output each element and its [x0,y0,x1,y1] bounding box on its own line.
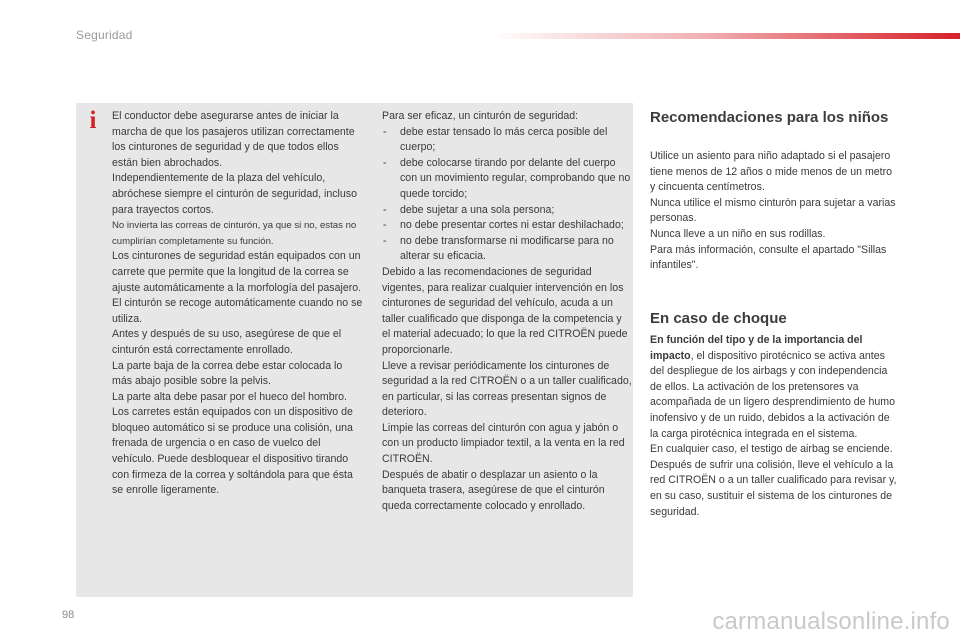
paragraph: Después de abatir o desplazar un asiento o la banqueta trasera, asegúrese de que el cinturón queda correctamente colocado y enrollado. [382,468,605,512]
watermark: carmanualsonline.info [712,608,950,635]
section-title: Seguridad [76,28,133,42]
list-item-text: no debe transformarse ni modificarse para no alterar su eficacia. [400,234,614,263]
paragraph: La parte baja de la correa debe estar colocada lo más abajo posible sobre la pelvis. [112,359,343,388]
list-item-text: no debe presentar cortes ni estar deshilachado; [400,219,624,232]
paragraph: Para más información, consulte el apartado "Sillas infantiles". [650,243,887,272]
paragraph: Limpie las correas del cinturón con agua y jabón o con un producto limpiador textil, a la venta en la red CITROËN. [382,421,625,466]
paragraph: En cualquier caso, el testigo de airbag se enciende. [650,443,893,456]
paragraph: Los carretes están equipados con un dispositivo de bloqueo automático si se produce una colisión, una frenada de urgencia o en caso de vuelco del vehículo. Puede desbloquear el dispositivo tirando con firmeza de la correa y soltándola para que ésta se enrolle ligeramente. [112,406,353,497]
lead-bold: En función del tipo y de la importancia del impacto [650,334,863,362]
list-item-text: debe colocarse tirando por delante del cuerpo con un movimiento regular, comprobando que no quede torcido; [400,156,631,200]
paragraph-note: No invierta las correas de cinturón, ya que si no, estas no cumplirían completamente su función. [112,220,357,247]
paragraph: El conductor debe asegurarse antes de iniciar la marcha de que los pasajeros utilizan correctamente los cinturones de seguridad y de que todos ellos están bien abrochados. [112,110,355,169]
list-item: - no debe transformarse ni modificarse para no alterar su eficacia. [383,234,614,263]
header-rule [488,33,960,39]
paragraph: La parte alta debe pasar por el hueco del hombro. [112,390,347,403]
list-item-text: debe sujetar a una sola persona; [400,203,555,216]
list-item: - no debe presentar cortes ni estar deshilachado; [383,219,624,232]
paragraph: Lleve a revisar periódicamente los cinturones de seguridad a la red CITROËN o a un taller cualificado, en particular, si las correas presentan signos de deterioro. [382,359,632,419]
paragraph [650,333,900,442]
paragraph: Antes y después de su uso, asegúrese de que el cinturón está correctamente enrollado. [112,328,342,356]
children-section [650,149,900,274]
crash-heading: En caso de choque [650,310,787,327]
page-number: 98 [62,609,75,621]
children-heading: Recomendaciones para los niños [650,109,889,126]
info-column-1 [112,109,364,499]
paragraph: Los cinturones de seguridad están equipados con un carrete que permite que la longitud de la correa se ajuste automáticamente a la morfología del pasajero. El cinturón se recoge automáticamente cuando no se utiliza. [112,250,363,325]
lead-rest: , el dispositivo pirotécnico se activa antes del despliegue de los airbags y con independencia de ellos. La activación de los pretensores va acompañada de un ligero desprendimiento de humo inofensivo y de un ruido, debidos a la activación de la carga pirotécnica integrada en el sistema. [650,349,896,440]
crash-section [650,333,900,520]
list-item-text: debe estar tensado lo más cerca posible del cuerpo; [400,125,608,154]
paragraph: Después de sufrir una colisión, lleve el vehículo a la red CITROËN o a un taller cualificado para revisar y, en su caso, sustituir el sistema de los cinturones de seguridad. [650,458,897,518]
paragraph: Para ser eficaz, un cinturón de seguridad: [382,110,579,122]
list-item: - debe sujetar a una sola persona; [383,203,555,216]
paragraph: Debido a las recomendaciones de seguridad vigentes, para realizar cualquier intervención en los cinturones de seguridad del vehículo, acuda a un taller cualificado que disponga de la competencia y el material adecuado; lo que la red CITROËN puede proporcionarle. [382,265,628,356]
paragraph: Nunca lleve a un niño en sus rodillas. [650,227,826,240]
list-item: - debe estar tensado lo más cerca posible del cuerpo; [383,125,608,154]
paragraph: Nunca utilice el mismo cinturón para sujetar a varias personas. [650,196,896,225]
paragraph: Independientemente de la plaza del vehículo, abróchese siempre el cinturón de seguridad, incluso para trayectos cortos. [112,172,357,216]
info-icon: i [89,107,97,134]
list-item: - debe colocarse tirando por delante del cuerpo con un movimiento regular, comprobando que no quede torcido; [383,156,631,200]
paragraph: Utilice un asiento para niño adaptado si el pasajero tiene menos de 12 años o mide menos de un metro y cincuenta centímetros. [650,150,893,194]
info-column-2 [382,109,632,514]
